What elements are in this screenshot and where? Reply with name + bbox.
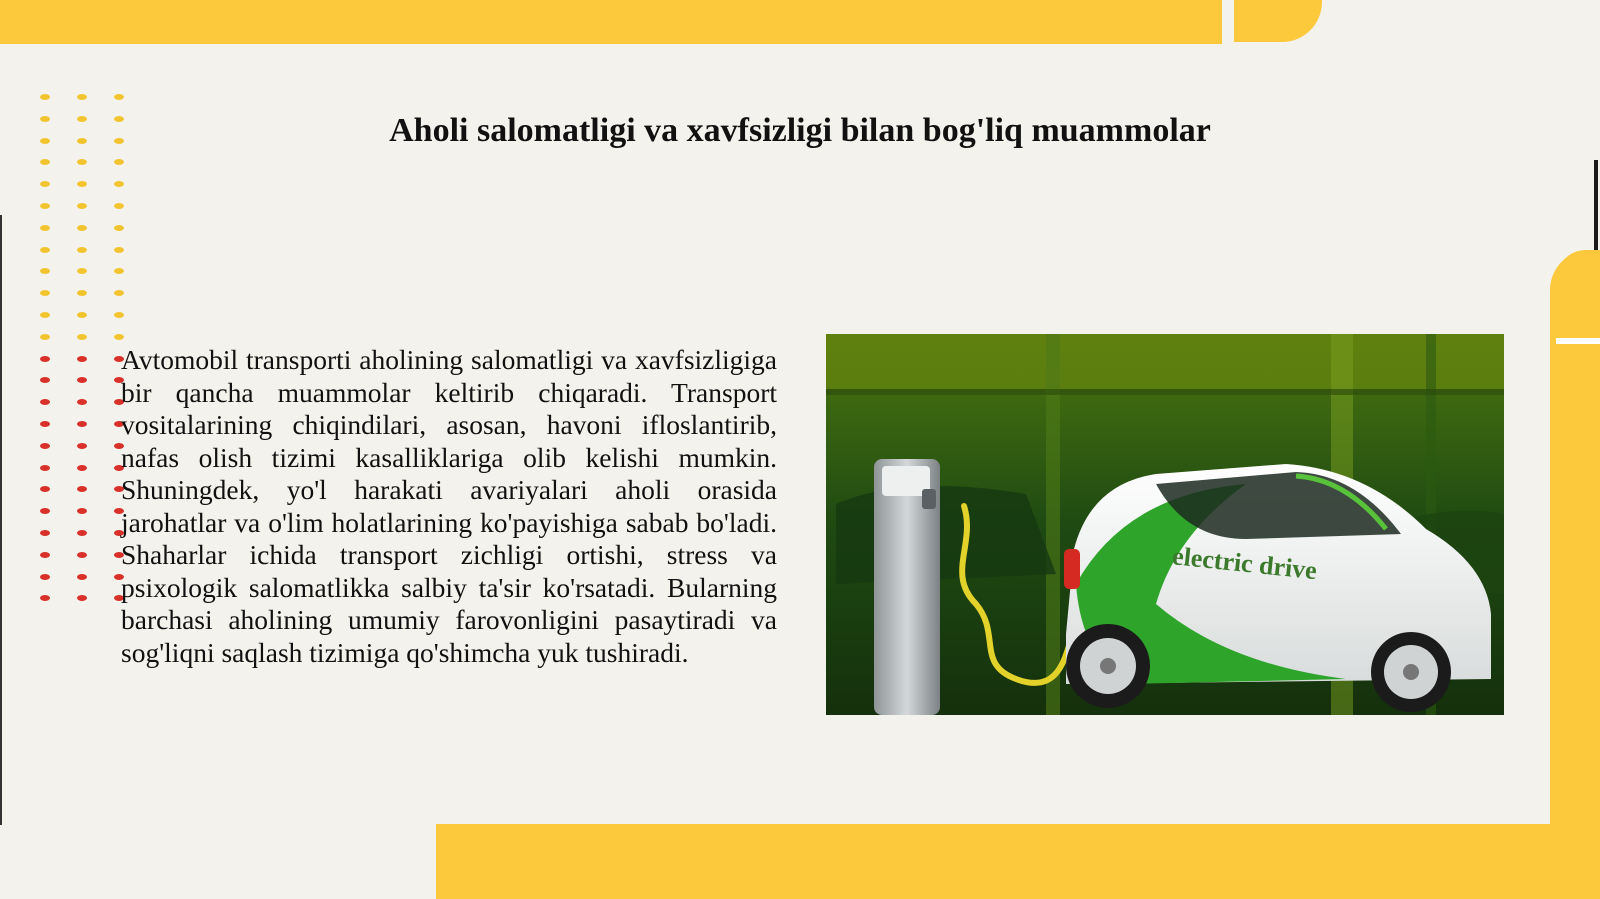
- decorative-dot: [40, 159, 50, 165]
- decorative-dot: [40, 181, 50, 187]
- decorative-dot: [40, 334, 50, 340]
- decorative-dot: [114, 312, 124, 318]
- decorative-dot: [40, 356, 50, 362]
- decorative-dot: [77, 399, 87, 405]
- bottom-yellow-band: [436, 824, 1600, 899]
- decorative-dot: [40, 399, 50, 405]
- decorative-dot: [77, 159, 87, 165]
- decorative-dot: [40, 225, 50, 231]
- decorative-dot: [77, 377, 87, 383]
- right-white-strip: [1556, 338, 1600, 344]
- decorative-dot: [77, 116, 87, 122]
- decorative-dot: [40, 138, 50, 144]
- decorative-dot: [114, 138, 124, 144]
- top-right-yellow-shape: [1234, 0, 1322, 42]
- right-edge-line: [1594, 160, 1598, 250]
- decorative-dot: [77, 94, 87, 100]
- electric-car-image: [826, 334, 1504, 715]
- decorative-dot: [114, 334, 124, 340]
- car-decal-text: electric drive: [1170, 541, 1319, 586]
- decorative-dot: [40, 443, 50, 449]
- decorative-dot: [114, 94, 124, 100]
- decorative-dot: [40, 552, 50, 558]
- decorative-dot: [40, 312, 50, 318]
- decorative-dot: [77, 181, 87, 187]
- decorative-dot: [40, 268, 50, 274]
- decorative-dot: [114, 225, 124, 231]
- right-yellow-cap: [1556, 250, 1600, 338]
- left-edge-line: [0, 215, 2, 825]
- decorative-dot: [40, 203, 50, 209]
- decorative-dot: [40, 290, 50, 296]
- decorative-dot: [77, 290, 87, 296]
- top-yellow-band: [0, 0, 1222, 44]
- decorative-dot: [40, 508, 50, 514]
- decorative-dot: [77, 508, 87, 514]
- decorative-dot: [114, 203, 124, 209]
- decorative-dot: [77, 312, 87, 318]
- decorative-dot: [40, 574, 50, 580]
- decorative-dot: [114, 268, 124, 274]
- electric-car-photo: [826, 334, 1504, 715]
- decorative-dot: [40, 116, 50, 122]
- decorative-dot: [77, 247, 87, 253]
- right-yellow-band: [1550, 250, 1600, 899]
- decorative-dot: [77, 552, 87, 558]
- decorative-dot: [114, 159, 124, 165]
- decorative-dot: [40, 465, 50, 471]
- decorative-dot: [77, 138, 87, 144]
- decorative-dot: [77, 356, 87, 362]
- decorative-dot: [77, 574, 87, 580]
- decorative-dot: [77, 334, 87, 340]
- decorative-dot: [77, 530, 87, 536]
- decorative-dot: [114, 290, 124, 296]
- decorative-dot: [77, 443, 87, 449]
- decorative-dot: [77, 595, 87, 601]
- decorative-dot: [77, 268, 87, 274]
- decorative-dot: [40, 486, 50, 492]
- decorative-dot: [77, 225, 87, 231]
- decorative-dot: [77, 465, 87, 471]
- decorative-dot: [77, 486, 87, 492]
- decorative-dot: [40, 595, 50, 601]
- slide-body-text: Avtomobil transporti aholining salomatligi va xavfsizligiga bir qancha muammolar keltirib chiqaradi. Transport vositalarining chiqindilari, asosan, havoni ifloslantirib, nafas olish tizimi kasalliklariga olib kelishi mumkin. Shuningdek, yo'l harakati avariyalari aholi orasida jarohatlar va o'lim holatlarining ko'payishiga sabab bo'ladi. Shaharlar ichida transport zichligi ortishi, stress va psixologik salomatlikka salbiy ta'sir ko'rsatadi. Bularning barchasi aholining umumiy farovonligini pasaytiradi va sog'liqni saqlash tizimiga qo'shimcha yuk tushiradi.: [121, 344, 777, 668]
- decorative-dot: [77, 421, 87, 427]
- slide-title: Aholi salomatligi va xavfsizligi bilan bog'liq muammolar: [389, 112, 1211, 149]
- decorative-dot: [114, 181, 124, 187]
- decorative-dot: [40, 421, 50, 427]
- decorative-dot: [114, 247, 124, 253]
- decorative-dot: [40, 94, 50, 100]
- decorative-dot: [40, 530, 50, 536]
- decorative-dot: [77, 203, 87, 209]
- decorative-dot: [40, 377, 50, 383]
- decorative-dot: [40, 247, 50, 253]
- decorative-dot: [114, 116, 124, 122]
